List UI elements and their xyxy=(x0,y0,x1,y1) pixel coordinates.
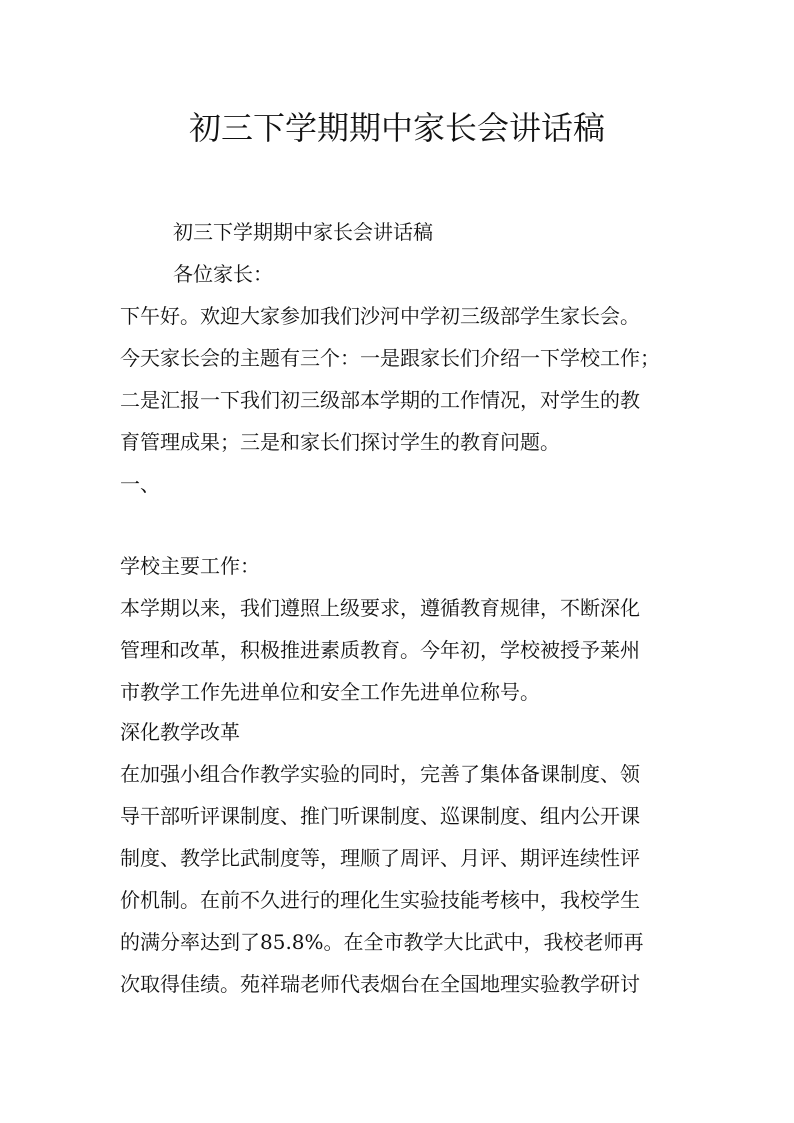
greeting-line: 各位家长： xyxy=(173,262,273,286)
section-heading: 学校主要工作： xyxy=(120,554,260,578)
paragraph-line: 导干部听评课制度、推门听课制度、巡课制度、组内公开课 xyxy=(120,804,640,828)
paragraph-line: 二是汇报一下我们初三级部本学期的工作情况，对学生的教 xyxy=(120,388,640,412)
paragraph-line: 的满分率达到了85.8%。在全市教学大比武中，我校老师再 xyxy=(120,930,644,954)
subsection-heading: 深化教学改革 xyxy=(120,720,240,744)
paragraph-line: 市教学工作先进单位和安全工作先进单位称号。 xyxy=(120,680,540,704)
paragraph-line: 管理和改革，积极推进素质教育。今年初，学校被授予莱州 xyxy=(120,638,640,662)
paragraph-line: 在加强小组合作教学实验的同时，完善了集体备课制度、领 xyxy=(120,762,640,786)
paragraph-line: 今天家长会的主题有三个：一是跟家长们介绍一下学校工作； xyxy=(120,346,660,370)
paragraph-line: 下午好。欢迎大家参加我们沙河中学初三级部学生家长会。 xyxy=(120,304,640,328)
paragraph-line: 育管理成果；三是和家长们探讨学生的教育问题。 xyxy=(120,430,560,454)
paragraph-line: 次取得佳绩。苑祥瑞老师代表烟台在全国地理实验教学研讨 xyxy=(120,972,640,996)
subtitle-line: 初三下学期期中家长会讲话稿 xyxy=(173,220,433,244)
document-title: 初三下学期期中家长会讲话稿 xyxy=(188,109,605,147)
section-number: 一、 xyxy=(120,472,160,496)
paragraph-line: 制度、教学比武制度等，理顺了周评、月评、期评连续性评 xyxy=(120,846,640,870)
paragraph-line: 本学期以来，我们遵照上级要求，遵循教育规律，不断深化 xyxy=(120,596,640,620)
paragraph-line: 价机制。在前不久进行的理化生实验技能考核中，我校学生 xyxy=(120,888,640,912)
